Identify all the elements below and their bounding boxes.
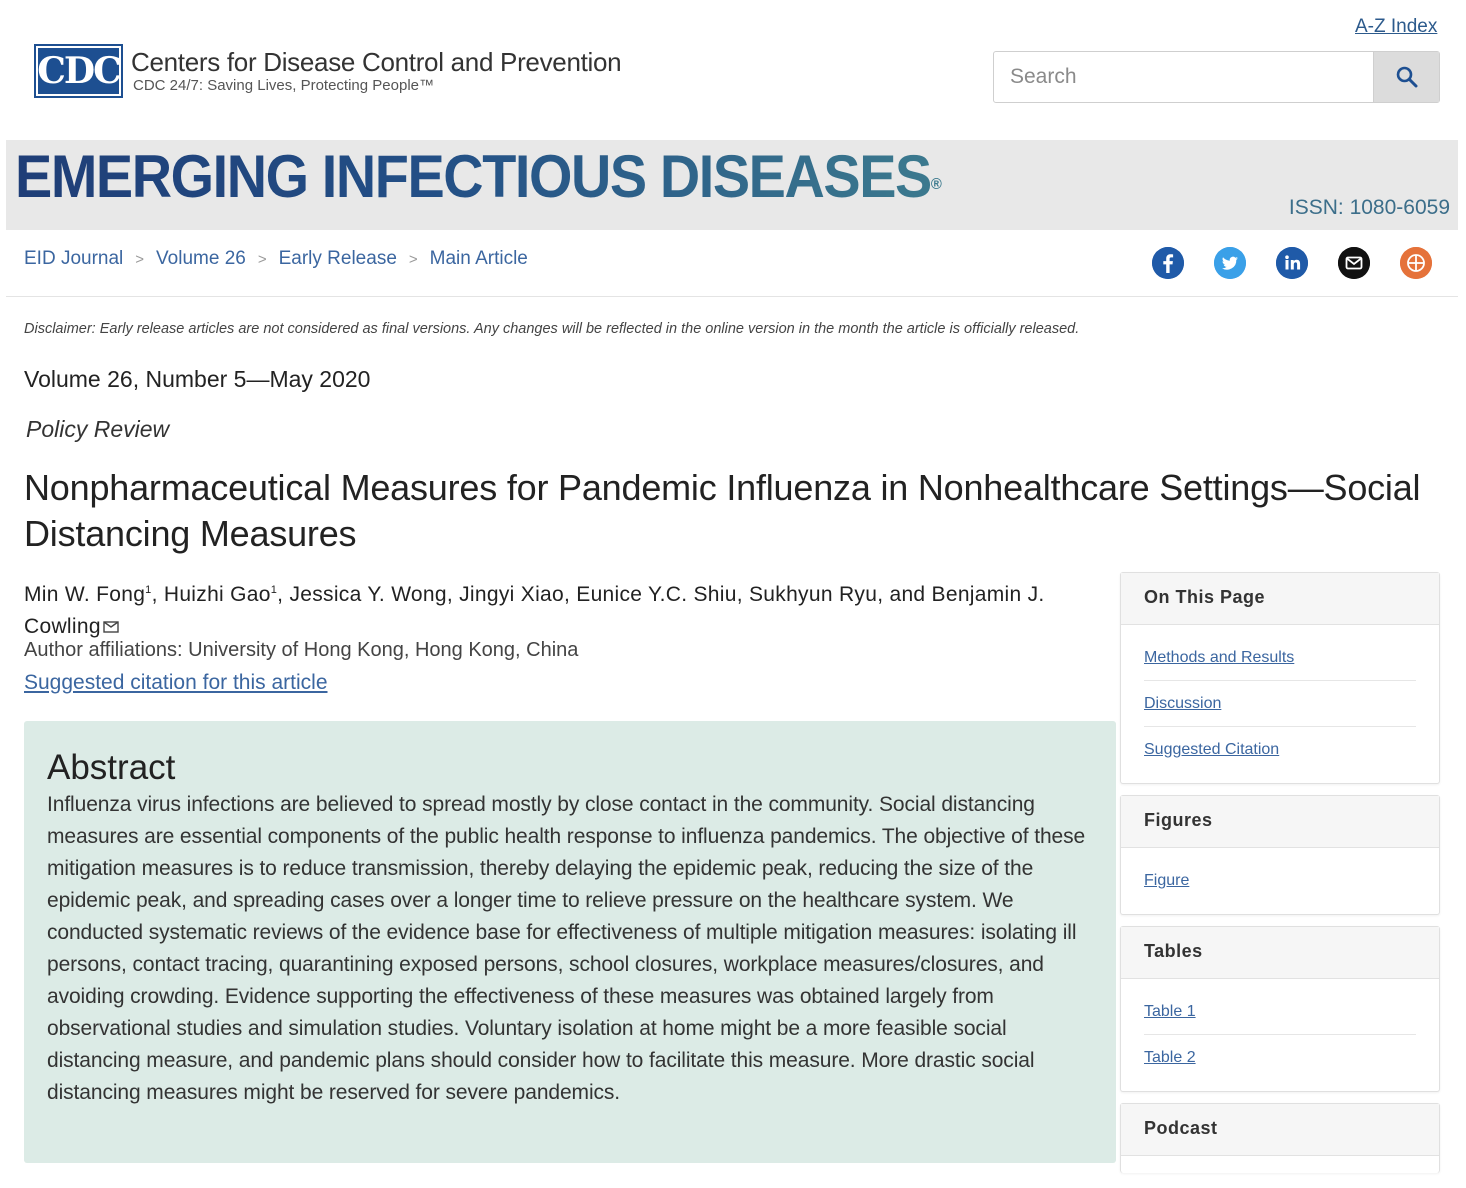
search-button[interactable] — [1373, 52, 1439, 102]
breadcrumb-main-article[interactable]: Main Article — [429, 248, 528, 269]
author-affiliations: Author affiliations: University of Hong Kong, Hong Kong, China — [24, 639, 579, 661]
logo-title: Centers for Disease Control and Prevention — [131, 47, 622, 77]
email-author-icon[interactable] — [103, 621, 119, 633]
search-bar — [993, 51, 1440, 103]
podcast-panel — [1120, 1103, 1440, 1173]
cdc-logo-mark: CDC — [34, 44, 123, 98]
link-suggested-citation[interactable]: Suggested Citation — [1144, 741, 1280, 758]
link-figure[interactable]: Figure — [1144, 872, 1190, 889]
article-title: Nonpharmaceutical Measures for Pandemic Influenza in Nonhealthcare Settings—Social Distancing Measures — [24, 467, 1421, 554]
email-icon[interactable] — [1338, 247, 1370, 279]
breadcrumb-separator: > — [408, 250, 418, 268]
logo-subtitle: CDC 24/7: Saving Lives, Protecting People™ — [133, 77, 434, 94]
author-list: Min W. Fong$^1$, Huizhi Gao$^1$, Jessica Y. Wong, Jingyi Xiao, Eunice Y.C. Shiu, Sukhyun Ryu, and Benjamin J. Cowling — [24, 583, 1045, 638]
twitter-icon[interactable] — [1214, 247, 1246, 279]
on-this-page-panel — [1120, 572, 1440, 784]
breadcrumb-early-release[interactable]: Early Release — [278, 248, 397, 269]
figures-heading: Figures — [1121, 796, 1439, 848]
link-discussion[interactable]: Discussion — [1144, 681, 1416, 727]
breadcrumb-separator: > — [135, 250, 145, 268]
abstract-heading: Abstract — [47, 748, 176, 787]
breadcrumb-separator: > — [257, 250, 267, 268]
cdc-logo[interactable] — [34, 44, 621, 98]
podcast-heading: Podcast — [1121, 1104, 1439, 1156]
link-table-2[interactable]: Table 2 — [1144, 1049, 1196, 1066]
tables-panel — [1120, 926, 1440, 1092]
link-table-1[interactable]: Table 1 — [1144, 989, 1416, 1035]
figures-panel — [1120, 795, 1440, 915]
breadcrumb — [24, 248, 528, 270]
social-share-bar — [1152, 247, 1432, 279]
suggested-citation-link[interactable]: Suggested citation for this article — [24, 671, 328, 694]
issn-label: ISSN: 1080-6059 — [1288, 196, 1450, 219]
disclaimer-text: Disclaimer: Early release articles are not considered as final versions. Any changes will be reflected in the online version in the month the article is officially released. — [24, 321, 1080, 337]
syndicate-icon[interactable] — [1400, 247, 1432, 279]
article-type: Policy Review — [26, 416, 170, 442]
facebook-icon[interactable] — [1152, 247, 1184, 279]
tables-heading: Tables — [1121, 927, 1439, 979]
registered-mark: ® — [930, 176, 941, 193]
journal-title[interactable]: EMERGING INFECTIOUS DISEASES® — [15, 143, 941, 210]
abstract-section — [24, 721, 1116, 1163]
on-this-page-heading: On This Page — [1121, 573, 1439, 625]
linkedin-icon[interactable] — [1276, 247, 1308, 279]
az-index-link[interactable]: A-Z Index — [1355, 16, 1438, 37]
link-methods-and-results[interactable]: Methods and Results — [1144, 635, 1416, 681]
breadcrumb-volume[interactable]: Volume 26 — [156, 248, 246, 269]
header-divider — [6, 296, 1458, 297]
abstract-text: Influenza virus infections are believed to spread mostly by close contact in the community. Social distancing measures are essential components of the public health response to influenza pandemics. The objective of these mitigation measures is to reduce transmission, thereby delaying the epidemic peak, reducing the size of the epidemic peak, and spreading cases over a longer time to relieve pressure on the healthcare system. We conducted systematic reviews of the evidence base for effectiveness of multiple mitigation measures: isolating ill persons, contact tracing, quarantining exposed persons, school closures, workplace measures/closures, and avoiding crowding. Evidence supporting the effectiveness of these measures was obtained largely from observational studies and simulation studies. Voluntary isolation at home might be a more feasible social distancing measure, and pandemic plans should consider how to facilitate this measure. More drastic social distancing measures might be reserved for severe pandemics. — [47, 793, 1086, 1104]
issue-volume: Volume 26, Number 5—May 2020 — [24, 366, 371, 392]
journal-banner — [6, 140, 1458, 230]
breadcrumb-eid-journal[interactable]: EID Journal — [24, 248, 124, 269]
search-input[interactable] — [994, 52, 1373, 102]
search-icon — [1395, 65, 1419, 89]
